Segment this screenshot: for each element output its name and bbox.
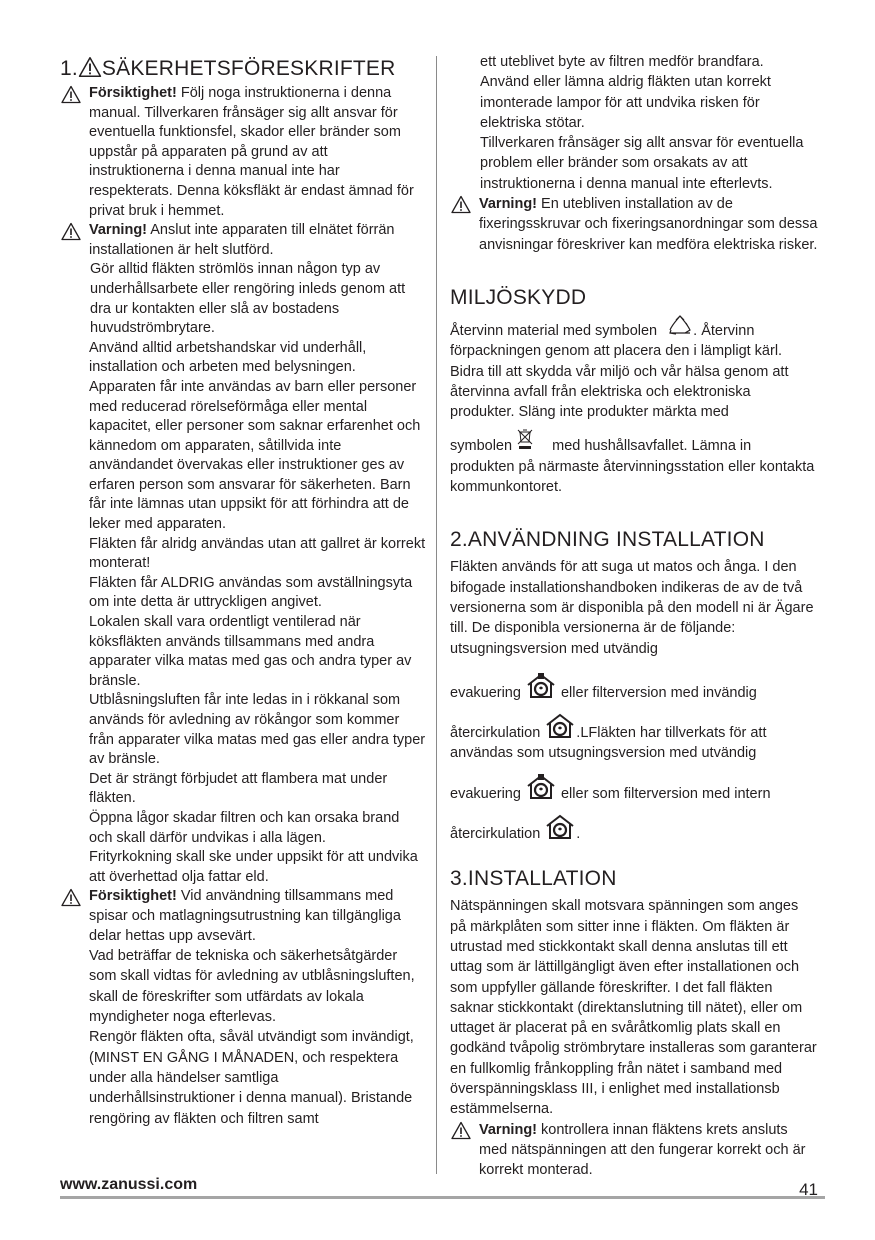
caution1-paragraph	[60, 84, 426, 221]
continued-paragraph-3: Tillverkaren frånsäger sig allt ansvar för eventuella problem eller bränder som orsakats av att instruktionerna i denna manual inte efterlevts.	[480, 135, 804, 192]
extraction-house-icon	[525, 673, 557, 699]
page-number: 41	[799, 1180, 818, 1199]
safety-paragraph-2: Apparaten får inte användas av barn eller personer med reducerad rörelseförmåga eller mental kapacitet, eller personer som saknar erfarenhet och kännedom om apparaten, såtillvida inte användandet övervakas eller instruktioner ges av erfaren person som ansvarar för säkerheten. Barn får inte lämnas utan uppsikt för att förhindra att de leker med apparaten.	[89, 378, 421, 533]
continued-paragraph-1: ett uteblivet byte av filtren medför brandfara.	[480, 54, 764, 70]
miljo-text-a: Återvinn material med symbolen	[450, 322, 662, 339]
warning2-text: En utebliven installation av de fixeringsskruvar och fixeringsanordningar som dessa anvisningar föreskriver kan medföra elektriska risker.	[479, 196, 818, 253]
right-column	[450, 52, 818, 1180]
section1-title: SÄKERHETSFÖRESKRIFTER	[101, 57, 396, 80]
warning-icon	[78, 56, 102, 78]
caution1-text: Följ noga instruktionerna i denna manual. Tillverkaren frånsäger sig allt ansvar för eventuella funktionsfel, skador eller bränder som uppstår på apparaten på grund av att instruktionerna i denna manual inte har respekterats. Denna köksfläkt är endast ämnad för privat bruk i hemmet.	[89, 85, 414, 219]
warning1-text: Anslut inte apparaten till elnätet förrän installationen är helt slutförd.	[89, 222, 395, 258]
section2-text-f: evakuering	[450, 785, 525, 802]
caution2-paragraph	[60, 887, 426, 946]
section3-warning-text: kontrollera innan fläktens krets ansluts med nätspänningen att den fungerar korrekt och är korrekt monterad.	[479, 1121, 806, 1179]
safety-paragraph-8: Öppna lågor skadar filtren och kan orsaka brand och skall därför undvikas i alla lägen.	[89, 809, 400, 846]
miljo-paragraph-2	[450, 428, 818, 497]
crossed-bin-icon	[516, 428, 534, 450]
section2-recirc-line-2	[450, 814, 818, 844]
safety-paragraph-6: Utblåsningsluften får inte ledas in i rökkanal som används för avledning av rökångor som kommer från apparater vilka matas med gas eller andra typer av bränsle.	[89, 692, 426, 768]
section2-text-b: evakuering	[450, 684, 525, 701]
miljo-text-b: . Återvinn förpackningen genom att placera den i lämpligt kärl. Bidra till att skydda vår miljö och vår hälsa genom att återvinna avfall från elektriska och elektroniska produkter. Släng inte produkter märkta med	[450, 322, 789, 421]
section2-text-g: eller som filterversion med intern	[556, 785, 771, 802]
safety-paragraph-10: Vad beträffar de tekniska och säkerhetsåtgärder som skall vidtas för avledning av utblåsningsluften, skall de föreskrifter som utfärdats av lokala myndigheter noga efterlevas.	[89, 948, 415, 1026]
warning1-paragraph	[60, 221, 426, 260]
footer-url[interactable]: www.zanussi.com	[60, 1176, 198, 1193]
miljo-text-d: med hushållsavfallet. Lämna in produkten på närmaste återvinningsstation eller kontakta kommunkontoret.	[450, 438, 815, 496]
miljo-paragraph	[450, 315, 818, 422]
warning2-label: Varning!	[479, 196, 538, 213]
section2-heading: 2.ANVÄNDNING INSTALLATION	[450, 528, 765, 552]
extraction-house-icon	[525, 774, 557, 800]
section2-recirc-line-1	[450, 713, 818, 764]
caution2-text: Vid användning tillsammans med spisar och matlagningsutrustning kan tillgängliga delar hettas upp avsevärt.	[89, 888, 401, 944]
caution2-label: Försiktighet!	[89, 888, 177, 905]
section1-heading	[60, 56, 426, 82]
warning1-more: Gör alltid fläkten strömlös innan någon typ av underhållsarbete eller rengöring inleds genom att dra ur kontakten eller slå av bostadens huvudströmbrytare.	[90, 261, 406, 337]
warning-icon	[450, 195, 472, 214]
section3-paragraph: Nätspänningen skall motsvara spänningen som anges på märkplåten som sitter inne i fläkten. Om fläkten är utrustad med stickkontakt skall denna anslutas till ett uttag som är lättillgängligt även efter installationen och som uppfyller gällande föreskrifter. I det fall fläkten saknar stickkontakt (direktanslutning till nätet), eller om uttaget är placerat på en svåråtkomlig plats skall en godkänd tvåpolig strömbrytare installeras som garanterar en fullkomlig frånkoppling från nätet i samband med överspänningsklass III, i enlighet med installationsb estämmelserna.	[450, 898, 817, 1118]
warning1-label: Varning!	[89, 222, 148, 239]
section2-evakuering-line-2	[450, 774, 818, 804]
footer-rule	[60, 1196, 825, 1199]
warning-icon	[60, 888, 82, 907]
warning2-paragraph	[450, 194, 818, 255]
left-column	[60, 56, 426, 1129]
section2-text-d: återcirkulation	[450, 725, 545, 742]
section3-warning-label: Varning!	[479, 1121, 538, 1138]
section2-text-h: återcirkulation	[450, 826, 545, 843]
caution1-label: Försiktighet!	[89, 85, 177, 101]
safety-paragraph-11: Rengör fläkten ofta, såväl utvändigt som invändigt, (MINST EN GÅNG I MÅNADEN, och respektera under alla händelser samtliga underhållsinstruktioner i denna manual). Bristande rengöring av fläkten och filtren samt	[89, 1029, 414, 1127]
column-divider	[436, 56, 437, 1174]
safety-paragraph-5: Lokalen skall vara ordentligt ventilerad när köksfläkten används tillsammans med andra apparater vilka matas med gas och andra typer av bränsle.	[89, 614, 412, 689]
continued-paragraph-2: Använd eller lämna aldrig fläkten utan korrekt imonterade lampor för att undvika risken för elektriska stötar.	[480, 74, 771, 131]
section3-heading: 3.INSTALLATION	[450, 867, 617, 891]
recirculation-house-icon	[544, 713, 576, 739]
section1-number: 1.	[60, 57, 78, 80]
safety-paragraph-3: Fläkten får alridg användas utan att gallret är korrekt monterat!	[89, 535, 426, 572]
miljo-heading: MILJÖSKYDD	[450, 285, 587, 309]
miljo-text-c: symbolen	[450, 438, 517, 455]
safety-paragraph-9: Frityrkokning skall ske under uppsikt för att undvika att överhettad olja fattar eld.	[89, 849, 418, 885]
section2-evakuering-line-1	[450, 673, 818, 703]
section2-paragraph	[450, 557, 818, 658]
safety-paragraph-1: Använd alltid arbetshandskar vid underhåll, installation och arbeten med belysningen.	[89, 339, 367, 376]
recycle-icon	[667, 315, 693, 337]
safety-paragraph-7: Det är strängt förbjudet att flambera mat under fläkten.	[89, 770, 388, 807]
warning-icon	[60, 222, 82, 241]
warning-icon	[450, 1121, 472, 1140]
section2-text-e: .LFläkten har tillverkats för att användas som utsugningsversion med utvändig	[450, 725, 767, 762]
safety-paragraph-4: Fläkten får ALDRIG användas som avställningsyta om inte detta är uttryckligen angivet.	[89, 574, 413, 611]
warning-icon	[60, 85, 82, 104]
section2-text-a: Fläkten används för att suga ut matos och ånga. I den bifogade installationshandboken indikeras de av de två versionerna som är disponibla på den modell ni är Ägare till. De disponibla versionerna är de följande: utsugningsversion med utvändig	[450, 559, 814, 657]
recirculation-house-icon	[544, 814, 576, 840]
section3-warning-paragraph	[450, 1120, 818, 1181]
section2-text-i: .	[576, 826, 581, 843]
section2-text-c: eller filterversion med invändig	[556, 684, 757, 701]
